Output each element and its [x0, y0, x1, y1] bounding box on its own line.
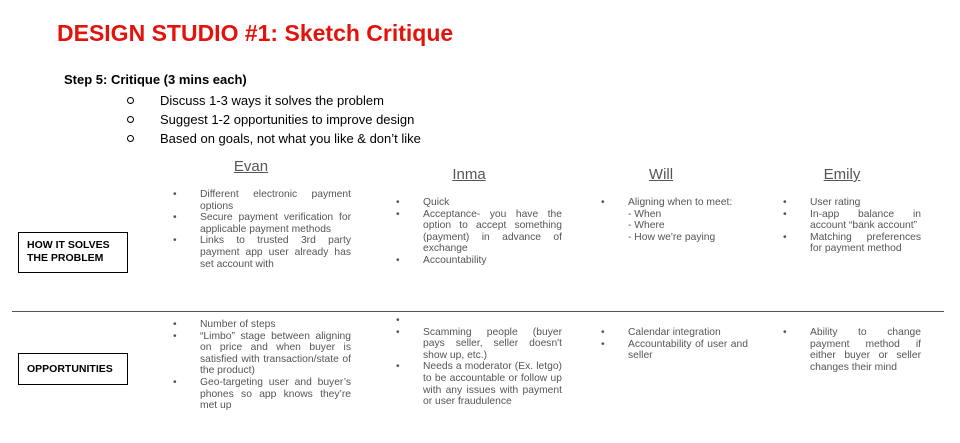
inma-opportunities-list	[393, 315, 562, 408]
hollow-bullet-icon	[127, 116, 134, 123]
list-item: - When	[628, 208, 662, 220]
list-item: • In-app balance in account “bank account”	[780, 209, 921, 232]
step-item-text: Based on goals, not what you like & don’t like	[160, 131, 421, 146]
emily-opportunities-list	[780, 327, 921, 373]
evan-solves-list	[170, 189, 351, 270]
list-item: • Aligning when to meet:	[598, 197, 748, 209]
list-item: • Needs a moderator (Ex. letgo) to be accountable or follow up with any issues with payment or user fraudulence	[393, 361, 562, 407]
list-item: • Ability to change payment method if either buyer or seller changes their mind	[780, 327, 921, 373]
emily-solves-list	[780, 197, 921, 255]
step-item-text: Discuss 1-3 ways it solves the problem	[160, 93, 384, 108]
person-name-will: Will	[648, 166, 674, 183]
evan-opportunities-list	[170, 319, 351, 412]
list-item: • Quick	[393, 197, 562, 209]
list-item: • Links to trusted 3rd party payment app user already has set account with	[170, 235, 351, 270]
list-item: • Accountability	[393, 255, 562, 267]
person-name-inma: Inma	[452, 166, 486, 183]
list-item: • Scamming people (buyer pays seller, seller doesn't show up, etc.)	[393, 327, 562, 362]
list-item: • User rating	[780, 197, 921, 209]
person-name-evan: Evan	[233, 158, 269, 175]
list-item: - Where	[628, 220, 665, 232]
row-divider	[12, 311, 944, 312]
list-item: • “Limbo” stage between aligning on price and when buyer is satisfied with transaction/state of the product)	[170, 331, 351, 377]
hollow-bullet-icon	[127, 97, 134, 104]
hollow-bullet-icon	[127, 135, 134, 142]
will-solves-list	[598, 197, 748, 243]
list-item: • Geo-targeting user and buyer’s phones so app knows they’re met up	[170, 377, 351, 412]
inma-solves-list	[393, 197, 562, 267]
list-item	[393, 315, 562, 327]
list-item: • Secure payment verification for applicable payment methods	[170, 212, 351, 235]
list-item	[127, 129, 421, 148]
list-item: • Calendar integration	[598, 327, 748, 339]
will-opportunities-list	[598, 327, 748, 362]
list-item: • Accountability of user and seller	[598, 339, 748, 362]
list-item: • Matching preferences for payment method	[780, 232, 921, 255]
list-item	[127, 110, 421, 129]
step-list	[127, 91, 421, 148]
list-item	[127, 91, 421, 110]
row-label-how-it-solves: HOW IT SOLVES THE PROBLEM	[18, 232, 128, 273]
page-title: DESIGN STUDIO #1: Sketch Critique	[57, 20, 454, 46]
list-item: • Acceptance- you have the option to accept something (payment) in advance of exchange	[393, 209, 562, 255]
list-item: • Number of steps	[170, 319, 351, 331]
step-item-text: Suggest 1-2 opportunities to improve design	[160, 112, 415, 127]
row-label-opportunities: OPPORTUNITIES	[18, 353, 128, 385]
step-heading: Step 5: Critique (3 mins each)	[64, 72, 247, 87]
list-item: - How we're paying	[628, 231, 716, 243]
list-item: • Different electronic payment options	[170, 189, 351, 212]
person-name-emily: Emily	[823, 166, 861, 183]
